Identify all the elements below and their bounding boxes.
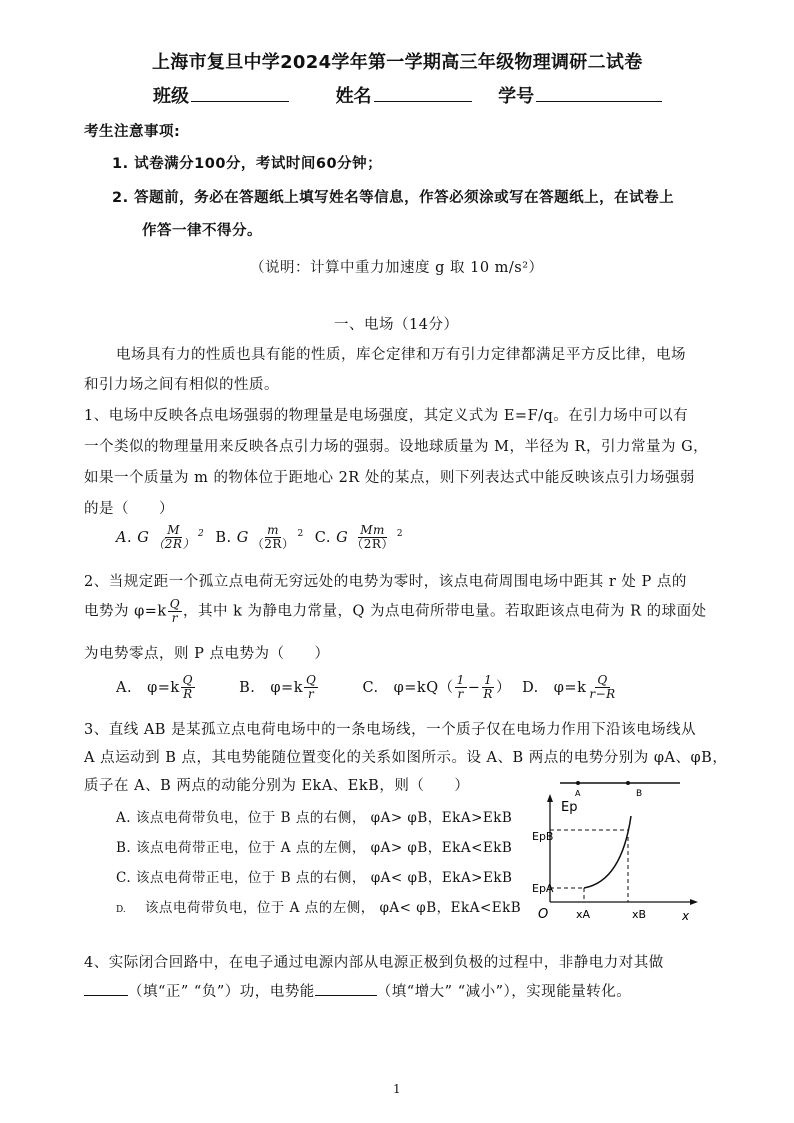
q2-options (116, 674, 619, 701)
class-blank[interactable] (191, 83, 289, 102)
gravity-note: （说明：计算中重力加速度 g 取 10 m/s²） (250, 260, 544, 276)
q3-option-d-label: D. (116, 905, 126, 915)
ep-b-label: EpB (532, 830, 554, 843)
q2-option-d-den: r−R (589, 687, 616, 701)
q2-option-c-num-1: 1 (456, 673, 465, 687)
q2-option-b-text: B. φ=k (239, 679, 303, 696)
q1-option-a-num: M (167, 523, 181, 537)
notice-heading: 考生注意事项: (84, 124, 181, 140)
q2-line2-rest: ，其中 k 为静电力常量，Q 为点电荷所带电量。若取距该点电荷为 R 的球面处 (183, 603, 707, 620)
q2-option-c-den-1: r (457, 687, 464, 701)
y-axis-label: Ep (561, 800, 578, 815)
q1-option-c-fraction (349, 524, 396, 551)
section-intro-line1: 电场具有力的性质也具有能的性质，库仑定律和万有引力定律都满足平方反比律，电场 (116, 347, 686, 363)
q1-option-a-const: G (137, 529, 150, 546)
name-blank[interactable] (374, 83, 472, 102)
name-label: 姓名 (335, 86, 372, 107)
q2-option-c-num-2: 1 (484, 673, 493, 687)
q2-option-c[interactable] (362, 673, 511, 701)
q1-option-a[interactable] (116, 523, 209, 551)
q4-line2 (84, 980, 631, 1001)
q1-option-b-fraction (250, 524, 297, 551)
q1-option-c-den: （2R） (351, 537, 394, 551)
student-id-label: 学号 (498, 86, 535, 107)
q2-option-c-close: ） (495, 679, 511, 696)
q2-option-a[interactable] (116, 673, 196, 701)
q2-phi-num: Q (169, 597, 181, 611)
section-intro-line2: 和引力场之间有相似的性质。 (84, 377, 279, 393)
point-a-label: A (575, 789, 581, 798)
q2-option-b-den: r (308, 687, 315, 701)
q1-option-b-exp: 2 (297, 528, 304, 539)
point-a-dot (576, 781, 580, 785)
q1-option-b[interactable] (215, 523, 308, 551)
class-label: 班级 (153, 86, 189, 107)
q1-option-c-num: Mm (360, 523, 385, 537)
q2-option-d[interactable] (522, 673, 619, 701)
q1-option-a-den: （2R） (152, 537, 195, 551)
q4-line2-part-a: （填“正” “负”）功，电势能 (128, 984, 315, 1000)
q2-option-c-den-2: R (483, 687, 493, 701)
point-b-label: B (636, 789, 643, 799)
q2-line2 (84, 598, 707, 625)
page-number: 1 (393, 1082, 401, 1096)
q1-option-b-const: G (236, 529, 249, 546)
q2-option-a-num: Q (182, 673, 194, 687)
ep-a-label: EpA (532, 882, 554, 895)
q2-phi-expr: 电势为 φ=k (84, 603, 167, 620)
x-axis-arrow (690, 899, 698, 905)
q1-line4: 的是（ ） (84, 501, 174, 517)
q1-option-c-const: G (336, 529, 349, 546)
q1-option-a-label: A. (116, 529, 133, 546)
q2-option-b-num: Q (305, 673, 317, 687)
q3-option-c[interactable]: C. 该点电荷带正电，位于 B 点的右侧， φA< φB，EkA>EkB (116, 870, 513, 886)
q2-option-a-den: R (183, 687, 193, 701)
q1-option-a-exp: 2 (197, 528, 205, 539)
xa-label: xA (576, 908, 591, 921)
q2-phi-den: r (171, 611, 178, 625)
q3-line1: 3、直线 AB 是某孤立点电荷电场中的一条电场线，一个质子仅在电场力作用下沿该电场线从 (84, 722, 697, 738)
q3-option-b[interactable]: B. 该点电荷带正电，位于 A 点的左侧， φA> φB，EkA<EkB (116, 840, 513, 856)
q1-option-b-label: B. (215, 529, 232, 546)
section-title: 一、电场（14分） (334, 317, 459, 333)
student-id-blank[interactable] (536, 83, 662, 102)
q1-option-a-fraction (150, 524, 197, 551)
q1-option-c-label: C. (314, 529, 331, 546)
notice-item-2-line1: 2. 答题前，务必在答题纸上填写姓名等信息，作答必须涂或写在答题纸上，在试卷上 (112, 190, 675, 206)
x-axis-label: x (682, 909, 690, 923)
q2-option-d-fraction (587, 674, 617, 701)
q1-options (116, 524, 403, 551)
ep-curve (584, 816, 631, 888)
q4-line2-part-b: （填“增大” “减小”），实现能量转化。 (376, 984, 632, 1000)
q1-line3: 如果一个质量为 m 的物体位于距地心 2R 处的某点，则下列表达式中能反映该点引力场强弱 (84, 470, 695, 486)
q2-option-c-text: C. φ=kQ（ (362, 679, 454, 696)
y-axis-arrow (547, 794, 553, 802)
q2-option-a-text: A. φ=k (116, 679, 180, 696)
exam-title: 上海市复旦中学2024学年第一学期高三年级物理调研二试卷 (152, 52, 643, 73)
q2-option-b-fraction (304, 674, 318, 701)
q2-line1: 2、当规定距一个孤立点电荷无穷远处的电势为零时，该点电荷周围电场中距其 r 处 P 点的 (84, 574, 687, 590)
q3-option-d[interactable] (116, 896, 521, 916)
student-info-row (153, 82, 662, 108)
q2-line3: 为电势零点，则 P 点电势为（ ） (84, 646, 330, 662)
notice-item-1: 1. 试卷满分100分，考试时间60分钟； (112, 156, 383, 172)
q3-option-d-text: 该点电荷带负电，位于 A 点的左侧， φA< φB，EkA<EkB (144, 900, 522, 916)
q2-option-c-fraction-2 (481, 674, 495, 701)
ep-x-graph (528, 772, 700, 924)
q2-phi-fraction (168, 598, 182, 625)
q1-option-c-exp: 2 (396, 528, 404, 539)
q2-option-d-num: Q (597, 673, 608, 687)
q4-line1: 4、实际闭合回路中，在电子通过电源内部从电源正极到负极的过程中，非静电力对其做 (84, 955, 664, 971)
q1-line2: 一个类似的物理量用来反映各点引力场的强弱。设地球质量为 M，半径为 R，引力常量为 G， (84, 439, 709, 455)
q4-blank-1[interactable] (84, 981, 128, 996)
q2-option-b[interactable] (239, 673, 319, 701)
q1-option-b-num: m (267, 523, 280, 537)
origin-label: O (538, 907, 549, 922)
q2-option-d-text: D. φ=k (522, 679, 587, 696)
q2-option-a-fraction (181, 674, 195, 701)
xb-label: xB (632, 908, 647, 921)
q1-line1: 1、电场中反映各点电场强弱的物理量是电场强度，其定义式为 E=F/q。在引力场中可以有 (84, 408, 689, 424)
q3-line3: 质子在 A、B 两点的动能分别为 EkA、EkB，则（ ） (84, 778, 470, 794)
q1-option-b-den: （2R） (251, 537, 295, 551)
q4-blank-2[interactable] (315, 981, 377, 996)
q2-option-c-minus: − (467, 679, 481, 696)
q1-option-c[interactable] (314, 523, 404, 551)
q3-option-a[interactable]: A. 该点电荷带负电，位于 B 点的右侧， φA> φB，EkA>EkB (116, 810, 513, 826)
notice-item-2-line2: 作答一律不得分。 (142, 223, 262, 239)
q3-line2: A 点运动到 B 点，其电势能随位置变化的关系如图所示。设 A、B 两点的电势分别为 φA、φB， (84, 750, 728, 766)
q2-option-c-fraction-1 (455, 674, 467, 701)
point-b-dot (626, 781, 630, 785)
